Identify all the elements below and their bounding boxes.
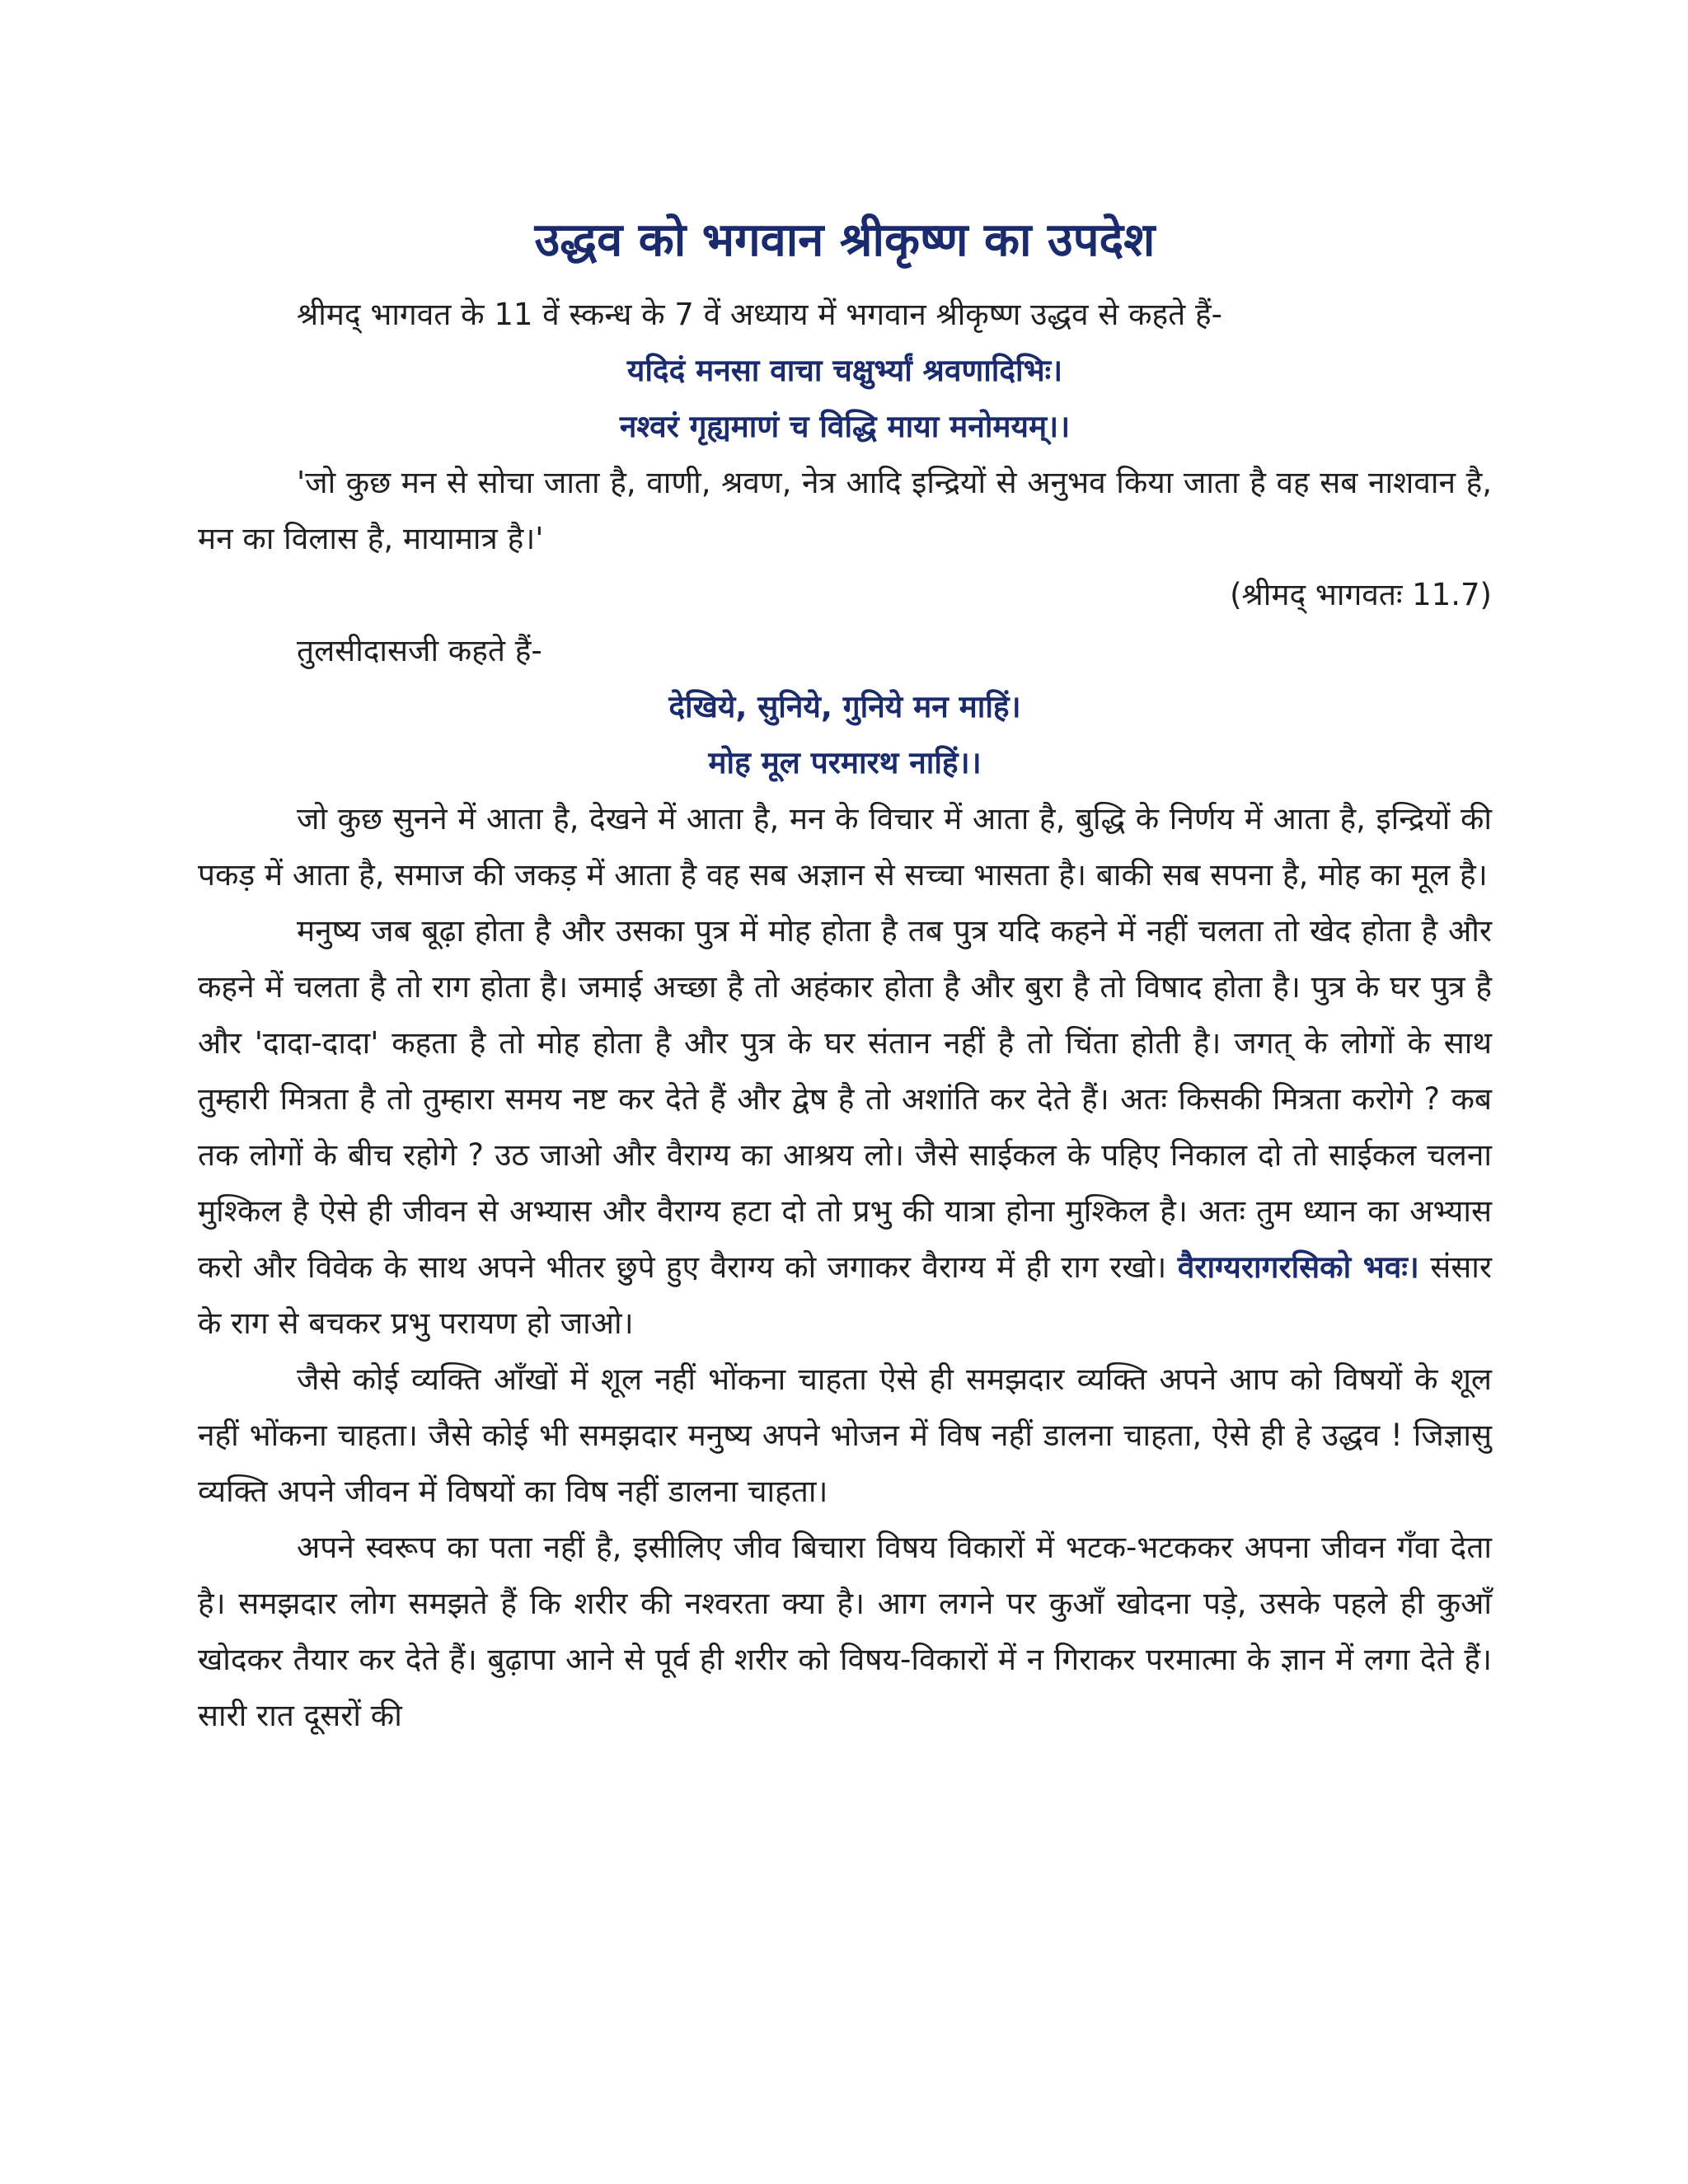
paragraph-2-highlight: वैराग्यरागरसिको भवः। <box>1177 1249 1419 1285</box>
paragraph-4: अपने स्वरूप का पता नहीं है, इसीलिए जीव बिचारा विषय विकारों में भटक-भटककर अपना जीवन गँवा देता है। समझदार लोग समझते हैं कि शरीर की नश्वरता क्या है। आग लगने पर कुआँ खोदना पड़े, उसके पहले ही कुआँ खोदकर तैयार कर देते हैं। बुढ़ापा आने से पूर्व ही शरीर को विषय-विकारों में न गिराकर परमात्मा के ज्ञान में लगा देते हैं। सारी रात दूसरों की <box>198 1530 1492 1733</box>
document-page <box>198 206 1492 1744</box>
paragraph-1: जो कुछ सुनने में आता है, देखने में आता है, मन के विचार में आता है, बुद्धि के निर्णय में आता है, इन्द्रियों की पकड़ में आता है, समाज की जकड़ में आता है वह सब अज्ञान से सच्चा भासता है। बाकी सब सपना है, मोह का मूल है। <box>198 801 1492 893</box>
verse1-line2: नश्वरं गृह्यमाणं च विद्धि माया मनोमयम्।। <box>619 409 1071 444</box>
verse2-line2: मोह मूल परमारथ नाहिं।। <box>708 745 982 780</box>
tulsi-intro: तुलसीदासजी कहते हैं- <box>297 633 542 668</box>
page-title: उद्धव को भगवान श्रीकृष्ण का उपदेश <box>534 213 1156 267</box>
reference1: (श्रीमद् भागवतः 11.7) <box>1230 577 1492 612</box>
paragraph-2-end: संसार के राग से बचकर प्रभु परायण हो जाओ। <box>198 1249 1493 1341</box>
translation1: 'जो कुछ मन से सोचा जाता है, वाणी, श्रवण, नेत्र आदि इन्द्रियों से अनुभव किया जाता है वह सब नाशवान है, मन का विलास है, मायामात्र है।' <box>198 465 1492 556</box>
paragraph-2 <box>198 903 1492 1352</box>
verse1-line1: यदिदं मनसा वाचा चक्षुर्भ्यां श्रवणादिभिः। <box>626 353 1063 388</box>
paragraph-3: जैसे कोई व्यक्ति आँखों में शूल नहीं भोंकना चाहता ऐसे ही समझदार व्यक्ति अपने आप को विषयों के शूल नहीं भोंकना चाहता। जैसे कोई भी समझदार मनुष्य अपने भोजन में विष नहीं डालना चाहता, ऐसे ही हे उद्धव ! जिज्ञासु व्यक्ति अपने जीवन में विषयों का विष नहीं डालना चाहता। <box>198 1361 1492 1509</box>
paragraph-2-text: मनुष्य जब बूढ़ा होता है और उसका पुत्र में मोह होता है तब पुत्र यदि कहने में नहीं चलता तो खेद होता है और कहने में चलता है तो राग होता है। जमाई अच्छा है तो अहंकार होता है और बुरा है तो विषाद होता है। पुत्र के घर पुत्र है और 'दादा-दादा' कहता है तो मोह होता है और पुत्र के घर संतान नहीं है तो चिंता होती है। जगत् के लोगों के साथ तुम्हारी मित्रता है तो तुम्हारा समय नष्ट कर देते हैं और द्वेष है तो अशांति कर देते हैं। अतः किसकी मित्रता करोगे ? कब तक लोगों के बीच रहोगे ? उठ जाओ और वैराग्य का आश्रय लो। जैसे साईकल के पहिए निकाल दो तो साईकल चलना मुश्किल है ऐसे ही जीवन से अभ्यास और वैराग्य हटा दो तो प्रभु की यात्रा होना मुश्किल है। अतः तुम ध्यान का अभ्यास करो और विवेक के साथ अपने भीतर छुपे हुए वैराग्य को जगाकर वैराग्य में ही राग रखो। <box>198 913 1492 1285</box>
verse2-line1: देखिये, सुनिये, गुनिये मन माहिं। <box>668 689 1021 724</box>
intro-text: श्रीमद् भागवत के 11 वें स्कन्ध के 7 वें अध्याय में भगवान श्रीकृष्ण उद्धव से कहते हैं- <box>297 297 1223 332</box>
